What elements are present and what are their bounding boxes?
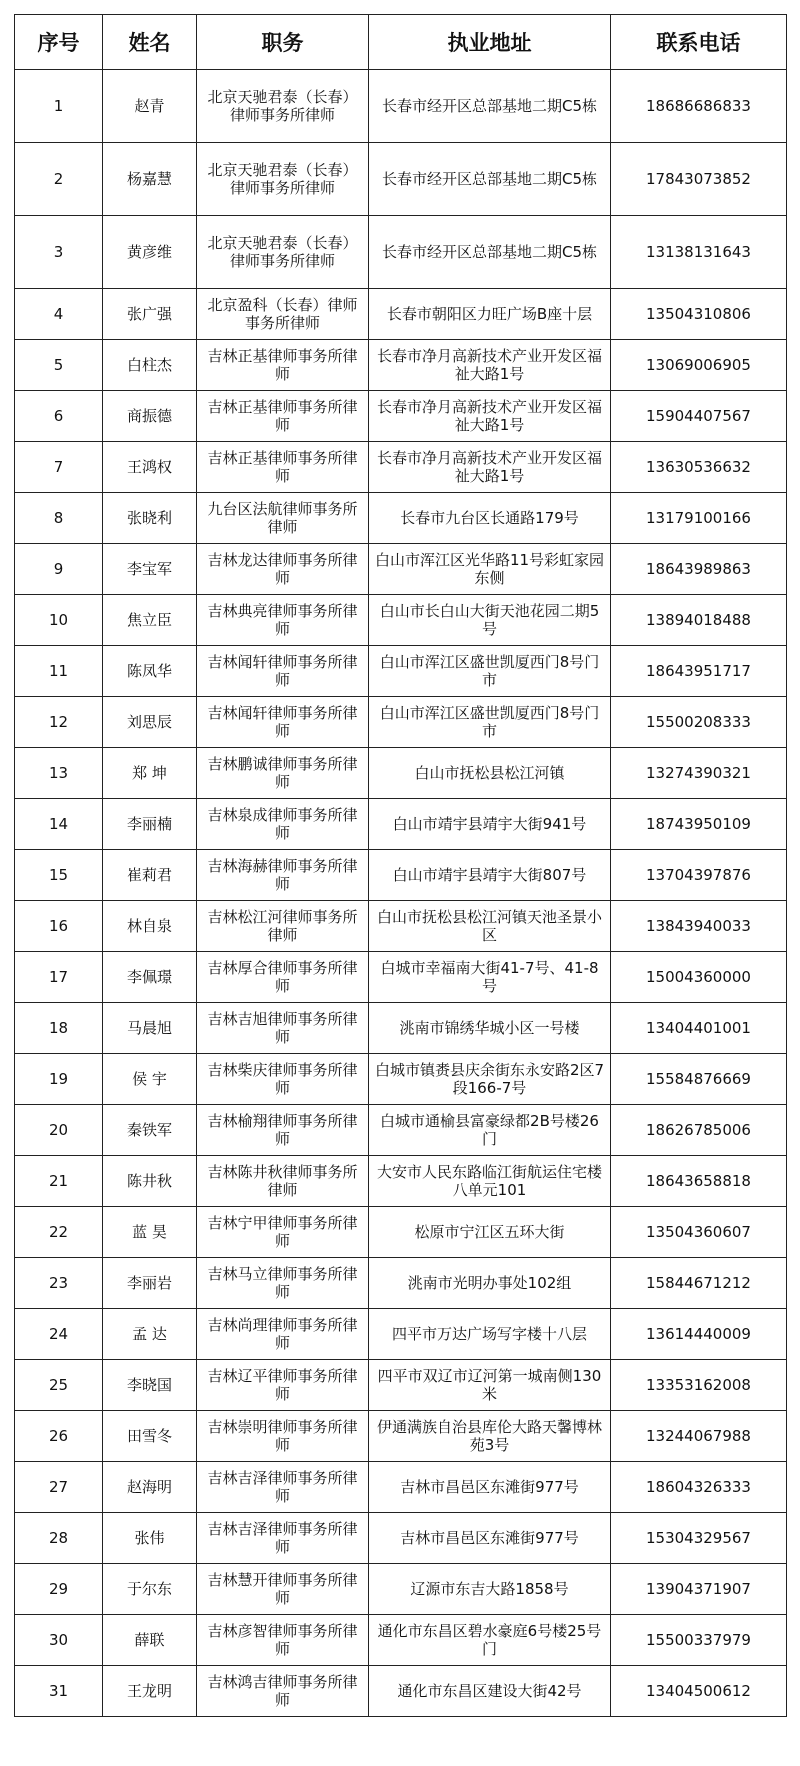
header-name: 姓名	[103, 15, 197, 70]
cell-index: 16	[15, 901, 103, 952]
cell-address: 吉林市昌邑区东滩街977号	[369, 1513, 611, 1564]
cell-position: 吉林彦智律师事务所律师	[197, 1615, 369, 1666]
cell-index: 25	[15, 1360, 103, 1411]
cell-phone: 13630536632	[611, 442, 787, 493]
cell-name: 王鸿权	[103, 442, 197, 493]
cell-address: 白山市浑江区盛世凯厦西门8号门市	[369, 697, 611, 748]
table-row	[15, 799, 787, 850]
cell-position: 吉林龙达律师事务所律师	[197, 544, 369, 595]
cell-name: 于尔东	[103, 1564, 197, 1615]
cell-address: 长春市九台区长通路179号	[369, 493, 611, 544]
table-row	[15, 1156, 787, 1207]
table-row	[15, 1564, 787, 1615]
cell-address: 通化市东昌区建设大街42号	[369, 1666, 611, 1717]
cell-position: 吉林厚合律师事务所律师	[197, 952, 369, 1003]
cell-address: 长春市经开区总部基地二期C5栋	[369, 70, 611, 143]
cell-name: 陈凤华	[103, 646, 197, 697]
cell-position: 吉林尚理律师事务所律师	[197, 1309, 369, 1360]
table-row	[15, 1462, 787, 1513]
cell-name: 侯 宇	[103, 1054, 197, 1105]
cell-index: 12	[15, 697, 103, 748]
cell-position: 吉林松江河律师事务所律师	[197, 901, 369, 952]
cell-index: 15	[15, 850, 103, 901]
cell-position: 吉林柴庆律师事务所律师	[197, 1054, 369, 1105]
cell-name: 蓝 昊	[103, 1207, 197, 1258]
cell-phone: 15904407567	[611, 391, 787, 442]
cell-name: 马晨旭	[103, 1003, 197, 1054]
cell-address: 白城市镇赉县庆余街东永安路2区7段166-7号	[369, 1054, 611, 1105]
table-row	[15, 1105, 787, 1156]
cell-address: 白城市通榆县富豪绿都2B号楼26门	[369, 1105, 611, 1156]
cell-position: 吉林正基律师事务所律师	[197, 391, 369, 442]
cell-position: 九台区法航律师事务所律师	[197, 493, 369, 544]
cell-phone: 13504360607	[611, 1207, 787, 1258]
cell-name: 赵青	[103, 70, 197, 143]
cell-name: 薛联	[103, 1615, 197, 1666]
cell-name: 秦铁军	[103, 1105, 197, 1156]
table-row	[15, 1054, 787, 1105]
cell-phone: 13353162008	[611, 1360, 787, 1411]
cell-index: 13	[15, 748, 103, 799]
table-row	[15, 850, 787, 901]
cell-phone: 15844671212	[611, 1258, 787, 1309]
table-row	[15, 952, 787, 1003]
header-address: 执业地址	[369, 15, 611, 70]
cell-position: 吉林鹏诚律师事务所律师	[197, 748, 369, 799]
cell-position: 吉林闻轩律师事务所律师	[197, 646, 369, 697]
cell-index: 27	[15, 1462, 103, 1513]
cell-position: 吉林正基律师事务所律师	[197, 340, 369, 391]
table-row	[15, 595, 787, 646]
cell-index: 24	[15, 1309, 103, 1360]
table-row	[15, 544, 787, 595]
cell-address: 长春市净月高新技术产业开发区福祉大路1号	[369, 391, 611, 442]
cell-position: 北京天驰君泰（长春）律师事务所律师	[197, 143, 369, 216]
cell-phone: 13138131643	[611, 216, 787, 289]
cell-phone: 15304329567	[611, 1513, 787, 1564]
cell-address: 通化市东昌区碧水豪庭6号楼25号门	[369, 1615, 611, 1666]
cell-name: 王龙明	[103, 1666, 197, 1717]
cell-position: 吉林崇明律师事务所律师	[197, 1411, 369, 1462]
cell-name: 杨嘉慧	[103, 143, 197, 216]
table-row	[15, 1360, 787, 1411]
cell-address: 白城市幸福南大街41-7号、41-8号	[369, 952, 611, 1003]
cell-position: 北京盈科（长春）律师事务所律师	[197, 289, 369, 340]
cell-phone: 15584876669	[611, 1054, 787, 1105]
header-phone: 联系电话	[611, 15, 787, 70]
cell-name: 李佩璟	[103, 952, 197, 1003]
table-header-row	[15, 15, 787, 70]
cell-name: 崔莉君	[103, 850, 197, 901]
cell-phone: 13179100166	[611, 493, 787, 544]
cell-name: 张伟	[103, 1513, 197, 1564]
cell-index: 4	[15, 289, 103, 340]
cell-address: 洮南市锦绣华城小区一号楼	[369, 1003, 611, 1054]
cell-phone: 13244067988	[611, 1411, 787, 1462]
table-row	[15, 143, 787, 216]
cell-name: 陈井秋	[103, 1156, 197, 1207]
cell-name: 李宝军	[103, 544, 197, 595]
cell-address: 洮南市光明办事处102组	[369, 1258, 611, 1309]
cell-position: 吉林典亮律师事务所律师	[197, 595, 369, 646]
cell-name: 李晓国	[103, 1360, 197, 1411]
cell-index: 23	[15, 1258, 103, 1309]
table-row	[15, 340, 787, 391]
cell-index: 19	[15, 1054, 103, 1105]
cell-position: 吉林吉旭律师事务所律师	[197, 1003, 369, 1054]
cell-phone: 13069006905	[611, 340, 787, 391]
table-row	[15, 1411, 787, 1462]
cell-index: 5	[15, 340, 103, 391]
cell-address: 白山市靖宇县靖宇大街807号	[369, 850, 611, 901]
header-position: 职务	[197, 15, 369, 70]
cell-phone: 13504310806	[611, 289, 787, 340]
table-row	[15, 1258, 787, 1309]
table-row	[15, 70, 787, 143]
cell-phone: 18743950109	[611, 799, 787, 850]
cell-name: 林自泉	[103, 901, 197, 952]
cell-address: 长春市净月高新技术产业开发区福祉大路1号	[369, 340, 611, 391]
cell-address: 伊通满族自治县库伦大路天馨博林苑3号	[369, 1411, 611, 1462]
cell-position: 吉林闻轩律师事务所律师	[197, 697, 369, 748]
cell-name: 孟 达	[103, 1309, 197, 1360]
cell-name: 刘思辰	[103, 697, 197, 748]
cell-address: 松原市宁江区五环大街	[369, 1207, 611, 1258]
cell-index: 22	[15, 1207, 103, 1258]
cell-address: 白山市抚松县松江河镇天池圣景小区	[369, 901, 611, 952]
cell-phone: 13704397876	[611, 850, 787, 901]
cell-phone: 18643951717	[611, 646, 787, 697]
cell-name: 田雪冬	[103, 1411, 197, 1462]
table-row	[15, 1513, 787, 1564]
cell-name: 白柱杰	[103, 340, 197, 391]
table-row	[15, 646, 787, 697]
table-row	[15, 748, 787, 799]
cell-address: 白山市抚松县松江河镇	[369, 748, 611, 799]
table-row	[15, 216, 787, 289]
cell-position: 吉林宁甲律师事务所律师	[197, 1207, 369, 1258]
cell-position: 吉林吉泽律师事务所律师	[197, 1513, 369, 1564]
cell-address: 长春市朝阳区力旺广场B座十层	[369, 289, 611, 340]
cell-address: 四平市双辽市辽河第一城南侧130米	[369, 1360, 611, 1411]
cell-index: 28	[15, 1513, 103, 1564]
cell-index: 20	[15, 1105, 103, 1156]
cell-phone: 18686686833	[611, 70, 787, 143]
cell-phone: 13894018488	[611, 595, 787, 646]
table-row	[15, 289, 787, 340]
cell-index: 2	[15, 143, 103, 216]
table-row	[15, 1309, 787, 1360]
cell-position: 北京天驰君泰（长春）律师事务所律师	[197, 216, 369, 289]
cell-index: 14	[15, 799, 103, 850]
cell-index: 9	[15, 544, 103, 595]
cell-address: 吉林市昌邑区东滩街977号	[369, 1462, 611, 1513]
cell-index: 8	[15, 493, 103, 544]
cell-name: 张广强	[103, 289, 197, 340]
cell-index: 31	[15, 1666, 103, 1717]
cell-phone: 15500208333	[611, 697, 787, 748]
cell-position: 吉林吉泽律师事务所律师	[197, 1462, 369, 1513]
cell-phone: 13404500612	[611, 1666, 787, 1717]
cell-index: 17	[15, 952, 103, 1003]
cell-phone: 13614440009	[611, 1309, 787, 1360]
cell-name: 张晓利	[103, 493, 197, 544]
cell-name: 赵海明	[103, 1462, 197, 1513]
cell-index: 29	[15, 1564, 103, 1615]
table-row	[15, 1615, 787, 1666]
cell-phone: 18626785006	[611, 1105, 787, 1156]
cell-name: 郑 坤	[103, 748, 197, 799]
table-row	[15, 1003, 787, 1054]
cell-address: 大安市人民东路临江街航运住宅楼八单元101	[369, 1156, 611, 1207]
cell-phone: 18643658818	[611, 1156, 787, 1207]
table-row	[15, 697, 787, 748]
table-body	[15, 70, 787, 1717]
cell-name: 商振德	[103, 391, 197, 442]
cell-position: 吉林慧开律师事务所律师	[197, 1564, 369, 1615]
cell-index: 11	[15, 646, 103, 697]
cell-position: 吉林海赫律师事务所律师	[197, 850, 369, 901]
cell-position: 吉林鸿吉律师事务所律师	[197, 1666, 369, 1717]
cell-position: 吉林陈井秋律师事务所律师	[197, 1156, 369, 1207]
cell-index: 10	[15, 595, 103, 646]
cell-address: 长春市经开区总部基地二期C5栋	[369, 216, 611, 289]
cell-index: 21	[15, 1156, 103, 1207]
cell-index: 18	[15, 1003, 103, 1054]
cell-phone: 13404401001	[611, 1003, 787, 1054]
table-row	[15, 1207, 787, 1258]
cell-phone: 17843073852	[611, 143, 787, 216]
cell-phone: 15004360000	[611, 952, 787, 1003]
cell-index: 3	[15, 216, 103, 289]
table-row	[15, 1666, 787, 1717]
cell-position: 北京天驰君泰（长春）律师事务所律师	[197, 70, 369, 143]
cell-address: 白山市浑江区盛世凯厦西门8号门市	[369, 646, 611, 697]
cell-address: 长春市净月高新技术产业开发区福祉大路1号	[369, 442, 611, 493]
cell-phone: 13904371907	[611, 1564, 787, 1615]
cell-address: 四平市万达广场写字楼十八层	[369, 1309, 611, 1360]
cell-address: 白山市浑江区光华路11号彩虹家园东侧	[369, 544, 611, 595]
table-row	[15, 901, 787, 952]
cell-address: 白山市靖宇县靖宇大街941号	[369, 799, 611, 850]
lawyer-table	[14, 14, 787, 1717]
table-row	[15, 442, 787, 493]
cell-name: 黄彦维	[103, 216, 197, 289]
cell-phone: 18604326333	[611, 1462, 787, 1513]
lawyer-table-container	[14, 14, 786, 1717]
table-row	[15, 493, 787, 544]
cell-position: 吉林马立律师事务所律师	[197, 1258, 369, 1309]
cell-index: 1	[15, 70, 103, 143]
header-index: 序号	[15, 15, 103, 70]
cell-phone: 13843940033	[611, 901, 787, 952]
cell-index: 26	[15, 1411, 103, 1462]
cell-position: 吉林辽平律师事务所律师	[197, 1360, 369, 1411]
cell-name: 李丽楠	[103, 799, 197, 850]
cell-address: 白山市长白山大街天池花园二期5号	[369, 595, 611, 646]
cell-address: 辽源市东吉大路1858号	[369, 1564, 611, 1615]
cell-phone: 15500337979	[611, 1615, 787, 1666]
cell-index: 7	[15, 442, 103, 493]
cell-name: 焦立臣	[103, 595, 197, 646]
cell-name: 李丽岩	[103, 1258, 197, 1309]
table-row	[15, 391, 787, 442]
cell-position: 吉林榆翔律师事务所律师	[197, 1105, 369, 1156]
cell-index: 30	[15, 1615, 103, 1666]
cell-position: 吉林泉成律师事务所律师	[197, 799, 369, 850]
cell-index: 6	[15, 391, 103, 442]
cell-phone: 18643989863	[611, 544, 787, 595]
cell-phone: 13274390321	[611, 748, 787, 799]
cell-address: 长春市经开区总部基地二期C5栋	[369, 143, 611, 216]
cell-position: 吉林正基律师事务所律师	[197, 442, 369, 493]
